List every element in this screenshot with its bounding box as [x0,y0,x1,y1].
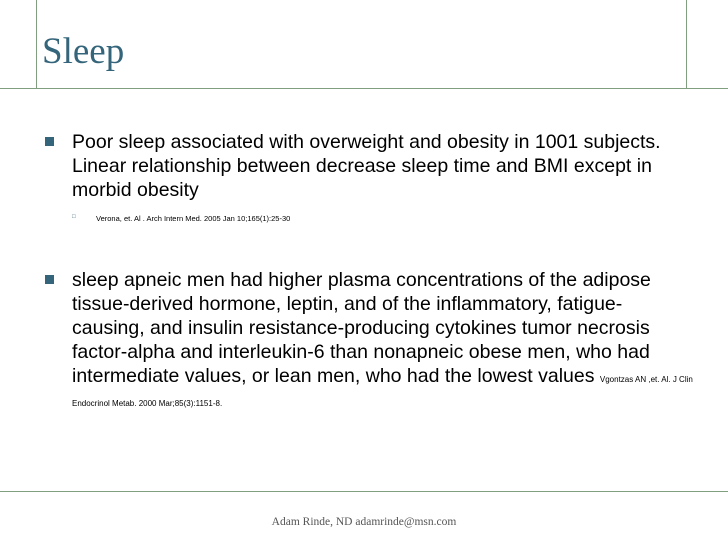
bullet-list [44,130,694,412]
sub-bullet-citation [72,214,694,224]
bullet-item [44,268,694,412]
bullet-item [44,130,694,224]
frame-left-line [36,0,37,88]
bullet-text: sleep apneic men had higher plasma concentrations of the adipose tissue-derived hormone, leptin, and of the inflammatory, fatigue-causing, and insulin resistance-producing cytokines tumor necrosis factor-alpha and interleukin-6 than nonapneic obese men, who had intermediate values, or lean men, who had the lowest values [72,269,651,387]
footer-divider [0,491,728,492]
square-bullet-icon [45,275,54,284]
inline-citation: Vgontzas AN ,et. Al. J Clin Endocrinol Metab. 2000 Mar;85(3):1151-8. [72,375,693,408]
citation-text: Verona, et. Al . Arch Intern Med. 2005 Jan 10;165(1):25-30 [96,214,291,223]
title-divider [0,88,728,89]
frame-right-line [686,0,687,88]
bullet-text: Poor sleep associated with overweight and obesity in 1001 subjects. Linear relationship between decrease sleep time and BMI except in morbid obesity [72,131,661,201]
slide-footer: Adam Rinde, ND adamrinde@msn.com [271,516,457,528]
slide-title: Sleep [42,31,125,72]
square-bullet-icon [45,137,54,146]
small-square-bullet-icon: □ [72,214,76,220]
